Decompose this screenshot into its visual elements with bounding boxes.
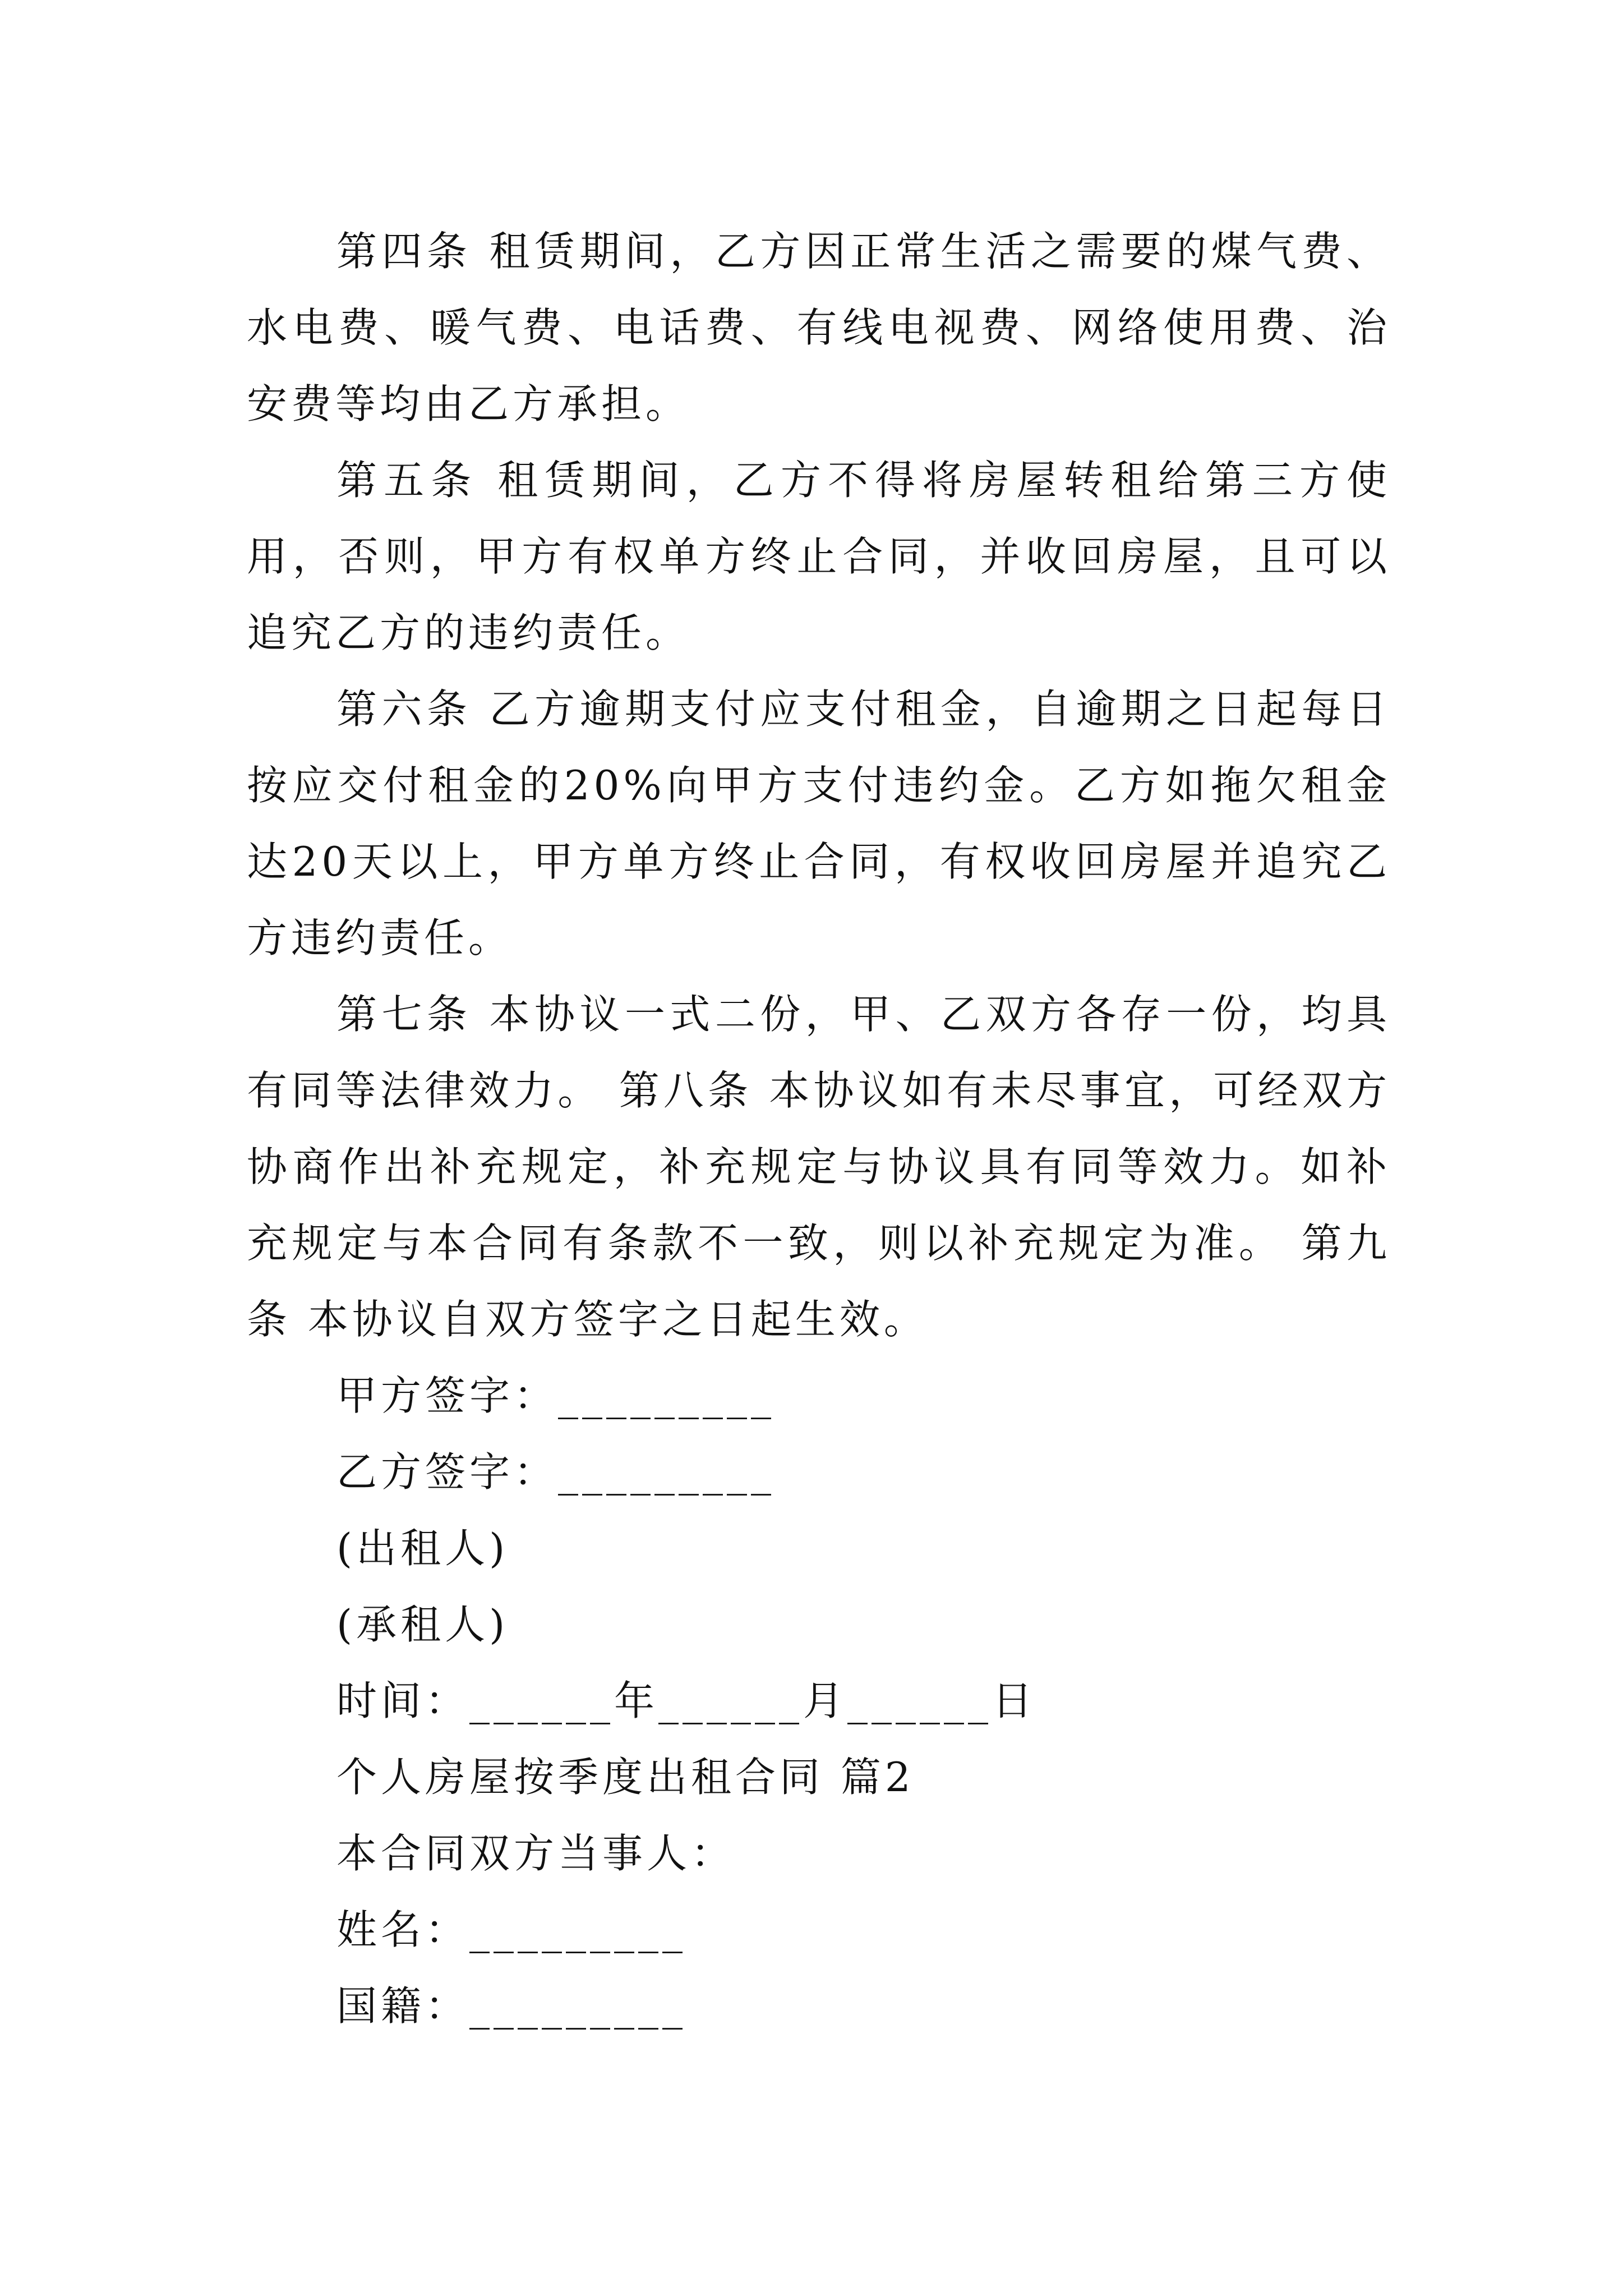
party-a-signature-line: 甲方签字：_________ xyxy=(336,1372,776,1419)
article-7-9-paragraph: 第七条 本协议一式二份，甲、乙双方各存一份，均具有同等法律效力。 第八条 本协议如有未尽事宜，可经双方协商作出补充规定，补充规定与协议具有同等效力。如补充规定与本合同有条款不一致，则以补充规定为准。 第九条 本协议自双方签字之日起生效。 xyxy=(247,991,1391,1343)
article-6-paragraph: 第六条 乙方逾期支付应支付租金，自逾期之日起每日按应交付租金的20%向甲方支付违约金。乙方如拖欠租金达20天以上，甲方单方终止合同，有权收回房屋并追究乙方违约责任。 xyxy=(247,685,1391,961)
article-5-paragraph: 第五条 租赁期间，乙方不得将房屋转租给第三方使用，否则，甲方有权单方终止合同，并收回房屋，且可以追究乙方的违约责任。 xyxy=(247,457,1391,656)
article-4-paragraph: 第四条 租赁期间，乙方因正常生活之需要的煤气费、水电费、暖气费、电话费、有线电视费、网络使用费、治安费等均由乙方承担。 xyxy=(247,228,1391,427)
party-b-signature-line: 乙方签字：_________ xyxy=(336,1448,776,1496)
lessee-label: (承租人) xyxy=(336,1601,509,1648)
date-line: 时间：______年______月______日 xyxy=(336,1677,1037,1724)
nationality-field-line: 国籍：_________ xyxy=(336,1982,687,2030)
document-body xyxy=(247,213,1391,2044)
lessor-label: (出租人) xyxy=(336,1525,509,1572)
name-field-line: 姓名：_________ xyxy=(336,1906,687,1953)
section-title: 个人房屋按季度出租合同 篇2 xyxy=(336,1754,915,1801)
parties-heading: 本合同双方当事人： xyxy=(336,1830,736,1877)
